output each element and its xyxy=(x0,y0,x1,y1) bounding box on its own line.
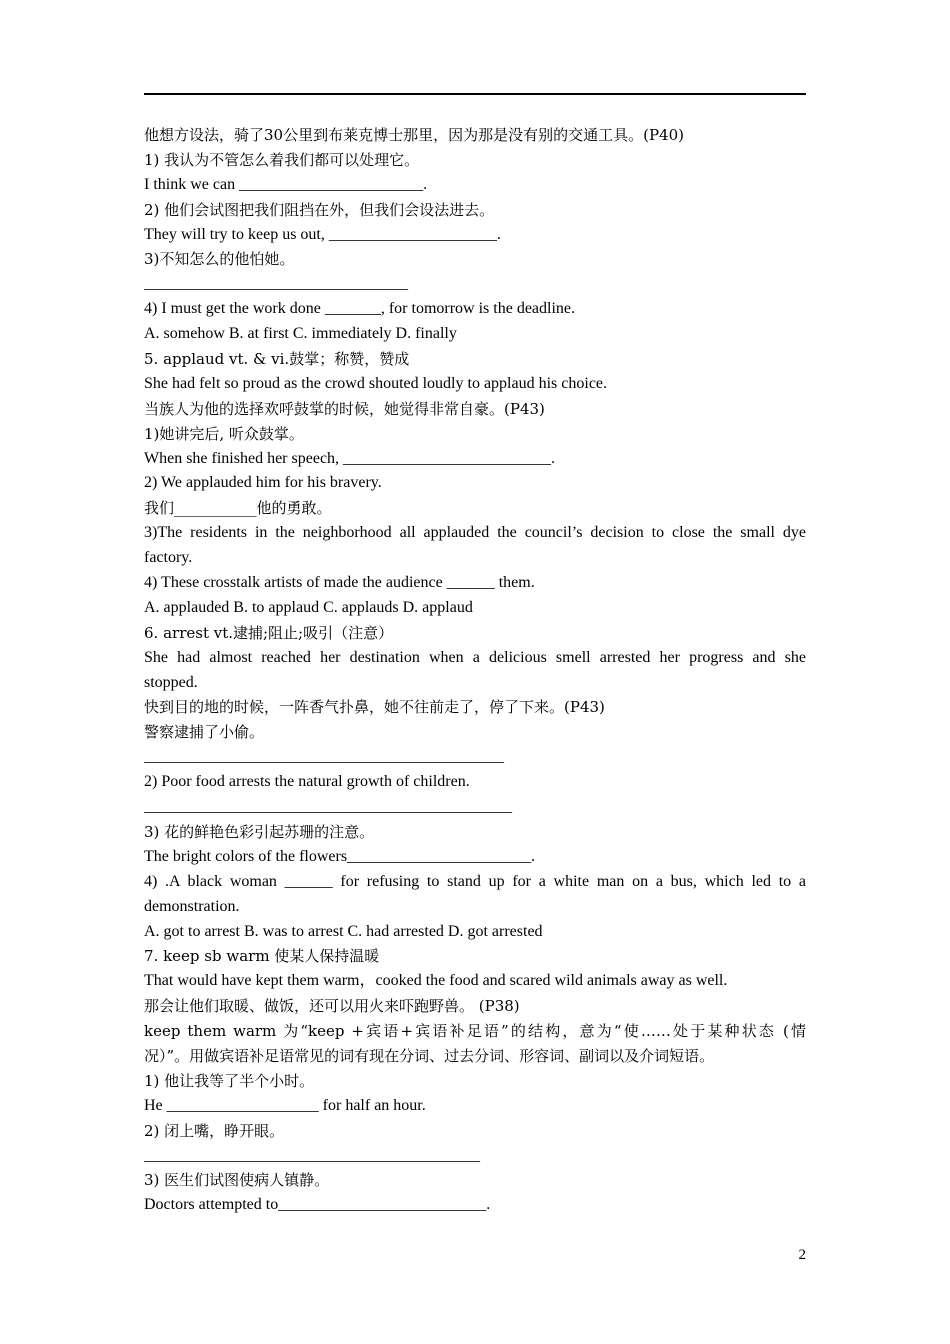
text-line: 4) I must get the work done _______, for tomorrow is the deadline. xyxy=(144,300,576,318)
text-line: I think we can _______________________. xyxy=(144,175,428,193)
text-line: factory. xyxy=(144,549,193,567)
text-line: demonstration. xyxy=(144,897,240,915)
text-line: She had felt so proud as the crowd shouted loudly to applaud his choice. xyxy=(144,374,608,392)
header-rule xyxy=(144,93,806,95)
text-line: 4) .A black woman ______ for refusing to stand up for a white man on a bus, which led to a xyxy=(144,872,806,890)
text-line: A. somehow B. at first C. immediately D. finally xyxy=(144,325,457,343)
text-line: A. applauded B. to applaud C. applauds D. applaud xyxy=(144,598,473,616)
text-line: __________________________________________ xyxy=(144,1146,480,1164)
text-line: 3) 医生们试图使病人镇静。 xyxy=(144,1171,330,1190)
text-line: A. got to arrest B. was to arrest C. had arrested D. got arrested xyxy=(144,922,543,940)
text-line: 6. arrest vt.逮捕;阻止;吸引（注意） xyxy=(144,623,394,642)
text-line: 1)她讲完后, 听众鼓掌。 xyxy=(144,424,304,443)
text-line: They will try to keep us out, _____________________. xyxy=(144,225,501,243)
text-line: 2) 他们会试图把我们阻挡在外，但我们会设法进去。 xyxy=(144,200,495,219)
text-line: 2) We applauded him for his bravery. xyxy=(144,474,382,492)
text-line: 2) 闭上嘴，睁开眼。 xyxy=(144,1121,285,1140)
text-line: 快到目的地的时候，一阵香气扑鼻，她不往前走了，停了下来。(P43) xyxy=(144,698,605,717)
text-line: keep them warm 为“keep +宾语+宾语补足语”的结构，意为“使……处于某种状态 (情 xyxy=(144,1022,806,1041)
text-line: 4) These crosstalk artists of made the audience ______ them. xyxy=(144,574,535,592)
text-line: _________________________________ xyxy=(144,275,408,293)
text-line: 况）”。用做宾语补足语常见的词有现在分词、过去分词、形容词、副词以及介词短语。 xyxy=(144,1046,715,1065)
text-line: 警察逮捕了小偷。 xyxy=(144,723,265,742)
text-line: 5. applaud vt. & vi.鼓掌；称赞，赞成 xyxy=(144,350,410,369)
text-line: stopped. xyxy=(144,673,198,691)
text-line: He ___________________ for half an hour. xyxy=(144,1096,426,1114)
page-number: 2 xyxy=(798,1247,806,1263)
text-line: The bright colors of the flowers_______________________. xyxy=(144,847,536,865)
text-line: ______________________________________________ xyxy=(144,798,512,816)
text-line: 3)The residents in the neighborhood all applauded the council’s decision to close the small dye xyxy=(144,524,806,542)
page-content xyxy=(144,123,806,1218)
text-line: _____________________________________________ xyxy=(144,748,504,766)
text-line: 1) 我认为不管怎么着我们都可以处理它。 xyxy=(144,150,420,169)
text-line: Doctors attempted to__________________________. xyxy=(144,1196,491,1214)
text-line: 他想方设法，骑了30公里到布莱克博士那里，因为那是没有别的交通工具。(P40) xyxy=(144,126,684,144)
text-line: When she finished her speech, __________________________. xyxy=(144,449,556,467)
text-line: 3)不知怎么的他怕她。 xyxy=(144,250,295,269)
text-line: 那会让他们取暖、做饭，还可以用火来吓跑野兽。 (P38) xyxy=(144,997,520,1016)
text-line: 2) Poor food arrests the natural growth of children. xyxy=(144,773,470,791)
text-line: 1) 他让我等了半个小时。 xyxy=(144,1071,315,1090)
text-line: She had almost reached her destination when a delicious smell arrested her progress and she xyxy=(144,648,806,666)
text-line: 当族人为他的选择欢呼鼓掌的时候，她觉得非常自豪。(P43) xyxy=(144,399,545,418)
text-line: 我们___________他的勇敢。 xyxy=(144,499,332,518)
text-line: That would have kept them warm，cooked the food and scared wild animals away as well. xyxy=(144,972,728,990)
text-line: 3) 花的鲜艳色彩引起苏珊的注意。 xyxy=(144,822,375,841)
text-line: 7. keep sb warm 使某人保持温暖 xyxy=(144,947,380,966)
